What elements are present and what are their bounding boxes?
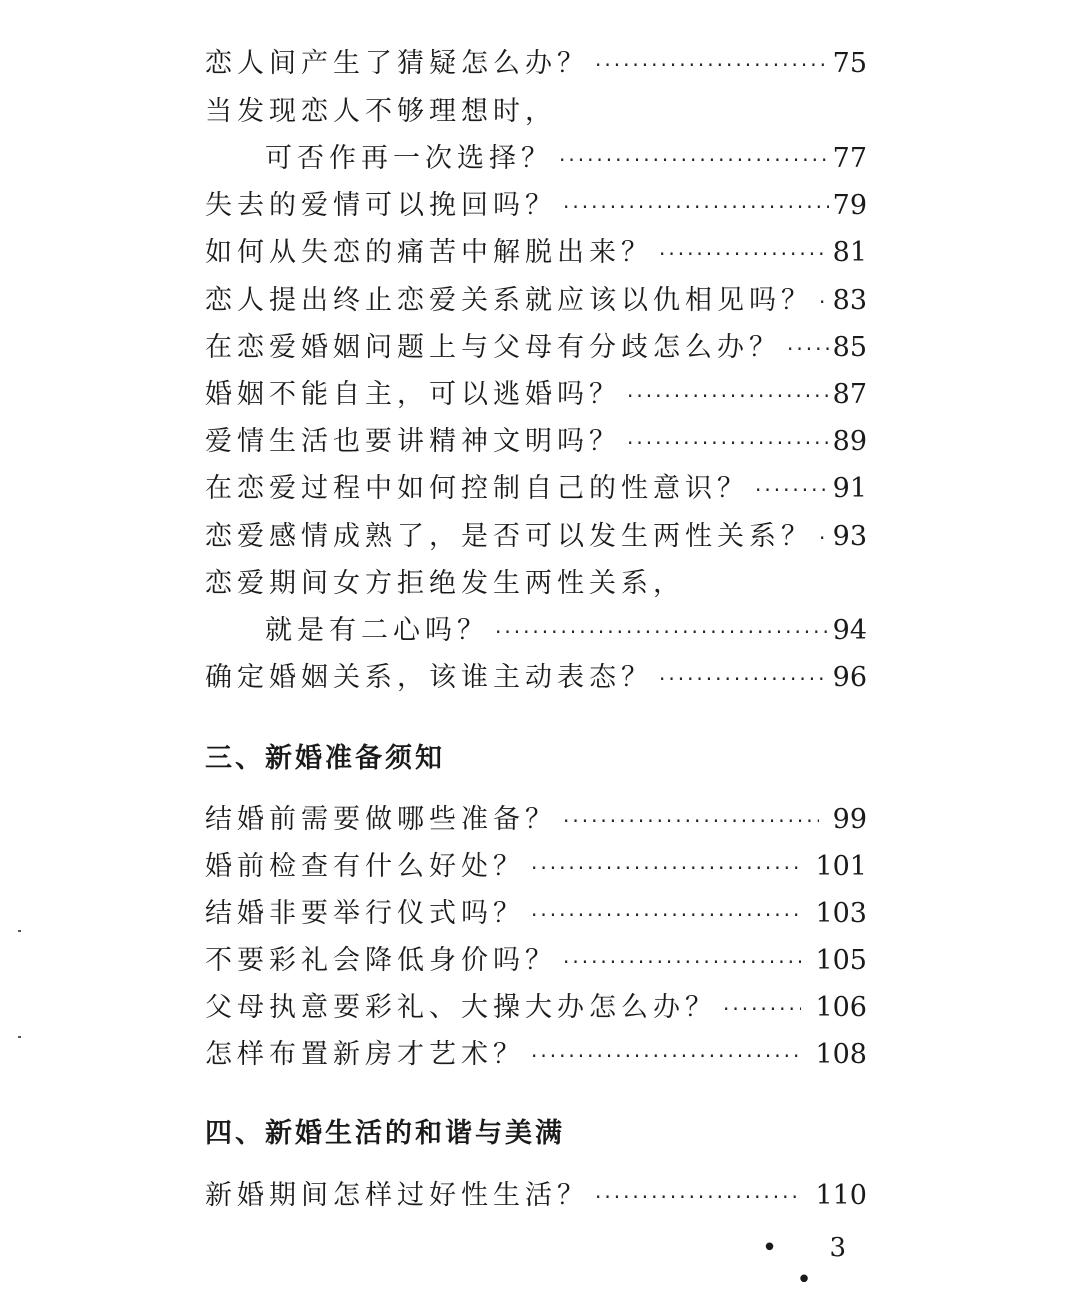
toc-entry-page: 108 — [815, 1039, 867, 1070]
dot-leader — [627, 423, 829, 463]
dot-leader — [531, 848, 801, 888]
toc-entry-title: 确定婚姻关系，该谁主动表态？ — [205, 662, 653, 693]
dot-leader — [659, 234, 829, 274]
page-folio: • 3 • — [761, 1233, 869, 1295]
toc-entry — [205, 800, 867, 840]
dot-leader — [787, 329, 829, 369]
toc-entry — [205, 44, 867, 84]
dot-leader — [495, 612, 829, 652]
toc-entry-title: 在恋爱过程中如何控制自己的性意识？ — [205, 473, 749, 504]
dot-leader — [531, 895, 801, 935]
toc-entry-title: 结婚非要举行仪式吗？ — [205, 898, 525, 929]
toc-entry — [265, 611, 867, 651]
toc-entry-title-line1: 恋爱期间女方拒绝发生两性关系， — [205, 568, 685, 599]
toc-entry — [205, 894, 867, 934]
toc-entry-title: 怎样布置新房才艺术？ — [205, 1039, 525, 1070]
toc-entry-title: 恋爱感情成熟了，是否可以发生两性关系？ — [205, 521, 813, 552]
section-heading: 三、新婚准备须知 — [205, 743, 445, 774]
toc-entry — [205, 1176, 867, 1216]
dot-leader — [563, 801, 819, 841]
toc-entry — [205, 469, 867, 509]
toc-entry — [205, 186, 867, 226]
toc-entry — [205, 988, 867, 1028]
toc-entry — [205, 847, 867, 887]
toc-entry-title: 结婚前需要做哪些准备？ — [205, 804, 557, 835]
toc-entry — [205, 941, 867, 981]
toc-entry-page: 77 — [832, 143, 867, 174]
toc-entry-title: 恋人提出终止恋爱关系就应该以仇相见吗？ — [205, 285, 813, 316]
dot-leader — [531, 1036, 801, 1076]
toc-entry-page: 105 — [815, 945, 867, 976]
dot-leader — [595, 1177, 801, 1217]
toc-entry-page: 75 — [832, 48, 867, 79]
dot-leader — [559, 140, 829, 180]
toc-entry-title: 父母执意要彩礼、大操大办怎么办？ — [205, 992, 717, 1023]
dot-leader — [595, 45, 829, 85]
toc-entry-page: 110 — [815, 1180, 867, 1211]
toc-entry-page: 81 — [832, 237, 867, 268]
toc-entry-title: 在恋爱婚姻问题上与父母有分歧怎么办？ — [205, 332, 781, 363]
toc-entry-page: 87 — [832, 379, 867, 410]
dot-leader — [755, 470, 829, 510]
toc-entry-title: 恋人间产生了猜疑怎么办？ — [205, 48, 589, 79]
toc-entry — [205, 328, 867, 368]
dot-leader — [819, 518, 829, 558]
toc-entry-page: 91 — [832, 473, 867, 504]
toc-entry-page: 106 — [815, 992, 867, 1023]
toc-entry-page: 103 — [815, 898, 867, 929]
section-heading: 四、新婚生活的和谐与美满 — [205, 1118, 565, 1149]
toc-entry-page: 99 — [832, 804, 867, 835]
dot-leader — [659, 659, 829, 699]
toc-entry — [205, 375, 867, 415]
toc-entry — [265, 139, 867, 179]
toc-entry-page: 93 — [832, 521, 867, 552]
toc-entry-page: 85 — [832, 332, 867, 363]
toc-entry-title: 如何从失恋的痛苦中解脱出来？ — [205, 237, 653, 268]
toc-entry — [205, 281, 867, 321]
toc-entry-page: 101 — [815, 851, 867, 882]
toc-entry-title: 新婚期间怎样过好性生活？ — [205, 1180, 589, 1211]
toc-entry-title: 不要彩礼会降低身价吗？ — [205, 945, 557, 976]
toc-entry-title: 可否作再一次选择？ — [265, 143, 553, 174]
toc-entry — [205, 233, 867, 273]
toc-entry-title: 爱情生活也要讲精神文明吗？ — [205, 426, 621, 457]
toc-entry-page: 94 — [832, 615, 867, 646]
toc-entry — [205, 422, 867, 462]
toc-entry-page: 89 — [832, 426, 867, 457]
toc-entry-page: 96 — [832, 662, 867, 693]
toc-entry-title: 就是有二心吗？ — [265, 615, 489, 646]
dot-leader — [819, 282, 829, 322]
dot-leader — [723, 989, 801, 1029]
scan-speck — [18, 1036, 21, 1038]
toc-entry-title-line1: 当发现恋人不够理想时， — [205, 96, 557, 127]
toc-entry-title: 失去的爱情可以挽回吗？ — [205, 190, 557, 221]
toc-entry-title: 婚前检查有什么好处？ — [205, 851, 525, 882]
dot-leader — [627, 376, 829, 416]
scan-speck — [18, 930, 21, 932]
dot-leader — [563, 942, 801, 982]
dot-leader — [563, 187, 829, 227]
toc-entry-title: 婚姻不能自主，可以逃婚吗？ — [205, 379, 621, 410]
toc-entry — [205, 517, 867, 557]
toc-entry — [205, 658, 867, 698]
toc-entry — [205, 1035, 867, 1075]
toc-entry-page: 79 — [832, 190, 867, 221]
toc-entry-page: 83 — [832, 285, 867, 316]
